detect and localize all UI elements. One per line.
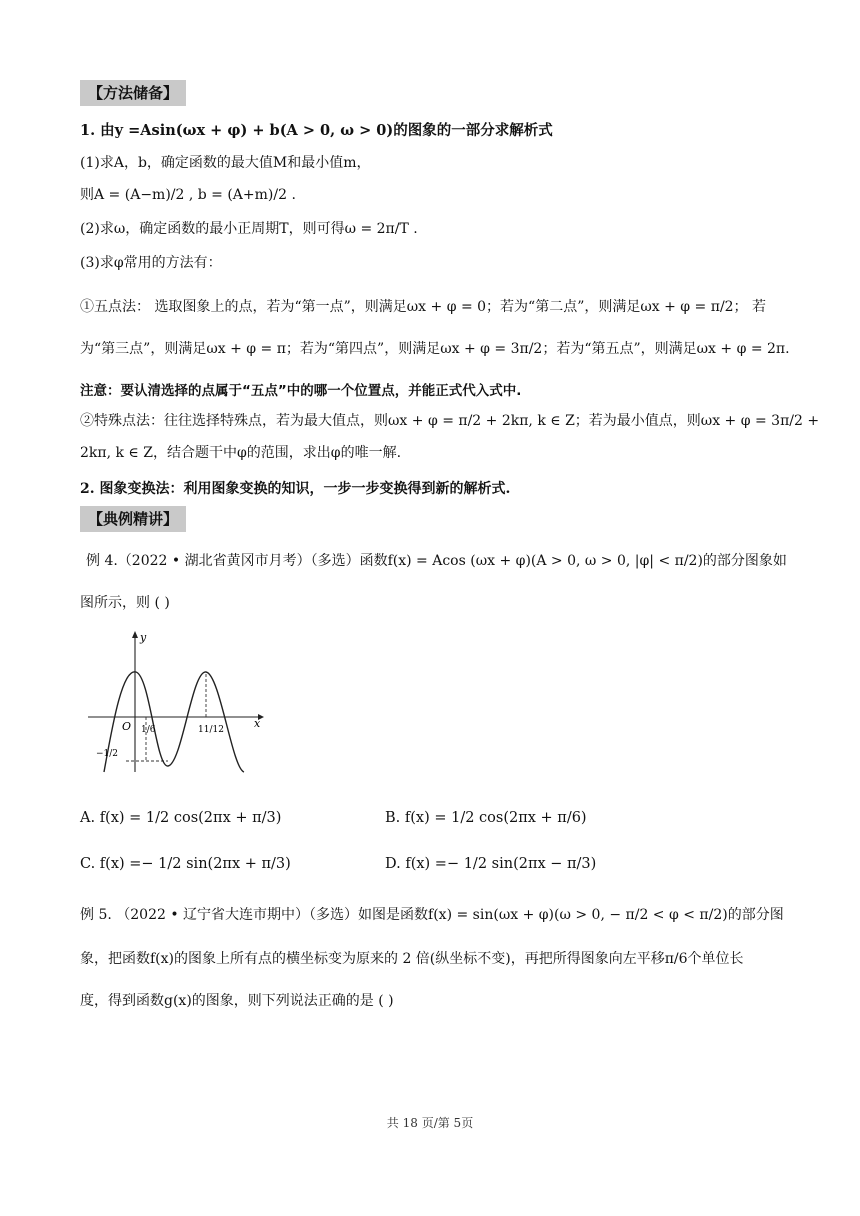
example-5-line-2: 象，把函数f(x)的图象上所有点的横坐标变为原来的 2 倍(纵坐标不变)，再把所得图象向左平移π/6个单位长 <box>80 951 744 967</box>
example-5-line-1: 例 5. （2022 • 辽宁省大连市期中）（多选）如图是函数f(x) = sin(ωx + φ)(ω > 0, − π/2 < φ < π/2)的部分图 <box>80 907 784 923</box>
example-4-line-2: 图所示，则 ( ) <box>80 595 170 611</box>
example-4-line-1: 例 4.（2022 • 湖北省黄冈市月考）（多选）函数f(x) = Acos (ωx + φ)(A > 0, ω > 0, |φ| < π/2)的部分图象如 <box>86 553 787 569</box>
option-a[interactable]: A. f(x) = 1/2 cos(2πx + π/3) <box>80 810 282 826</box>
examples-heading: 【典例精讲】 <box>80 506 186 532</box>
graph-tick-x1: 1/6 <box>141 725 156 735</box>
graph-y-label: y <box>140 631 147 644</box>
method-item-2-text: 2. 图象变换法：利用图象变换的知识，一步一步变换得到新的解析式. <box>80 481 511 497</box>
special-point-method-line-2: 2kπ, k ∈ Z，结合题干中φ的范围，求出φ的唯一解. <box>80 445 402 461</box>
example-4-graph <box>82 628 266 778</box>
page-footer: 共 18 页/第 5页 <box>386 1116 474 1130</box>
five-point-method-line-2: 为“第三点”，则满足ωx + φ = π；若为“第四点”，则满足ωx + φ = 3π/2；若为“第五点”，则满足ωx + φ = 2π. <box>80 341 790 357</box>
option-c[interactable]: C. f(x) =− 1/2 sin(2πx + π/3) <box>80 856 291 872</box>
method-item-2 <box>80 478 780 500</box>
method-item-1-title: 1. 由y =Asin(ωx + φ) + b(A > 0, ω > 0)的图象的一部分求解析式 <box>80 122 553 139</box>
graph-x-label: x <box>254 717 261 730</box>
five-point-method-line-1: ①五点法： 选取图象上的点，若为“第一点”，则满足ωx + φ = 0；若为“第二点”，则满足ωx + φ = π/2； 若 <box>80 299 767 315</box>
method-step-1-formula: 则A = (A−m)/2 , b = (A+m)/2 . <box>80 187 296 203</box>
method-step-1: (1)求A，b，确定函数的最大值M和最小值m， <box>80 155 371 171</box>
graph-tick-x2: 11/12 <box>198 725 224 735</box>
method-step-3: (3)求φ常用的方法有： <box>80 255 222 271</box>
graph-y-arrow <box>132 631 138 638</box>
example-5-line-3: 度，得到函数g(x)的图象，则下列说法正确的是 ( ) <box>80 993 394 1009</box>
graph-origin-label: O <box>122 720 132 733</box>
graph-tick-y: −1/2 <box>96 749 119 759</box>
method-step-2: (2)求ω，确定函数的最小正周期T，则可得ω = 2π/T . <box>80 221 418 237</box>
option-d[interactable]: D. f(x) =− 1/2 sin(2πx − π/3) <box>385 856 597 872</box>
special-point-method-line-1: ②特殊点法：往往选择特殊点，若为最大值点，则ωx + φ = π/2 + 2kπ, k ∈ Z；若为最小值点，则ωx + φ = 3π/2 + <box>80 413 820 429</box>
method-note: 注意：要认清选择的点属于“五点”中的哪一个位置点，并能正式代入式中. <box>80 383 522 399</box>
option-b[interactable]: B. f(x) = 1/2 cos(2πx + π/6) <box>385 810 587 826</box>
method-heading: 【方法储备】 <box>80 80 186 106</box>
